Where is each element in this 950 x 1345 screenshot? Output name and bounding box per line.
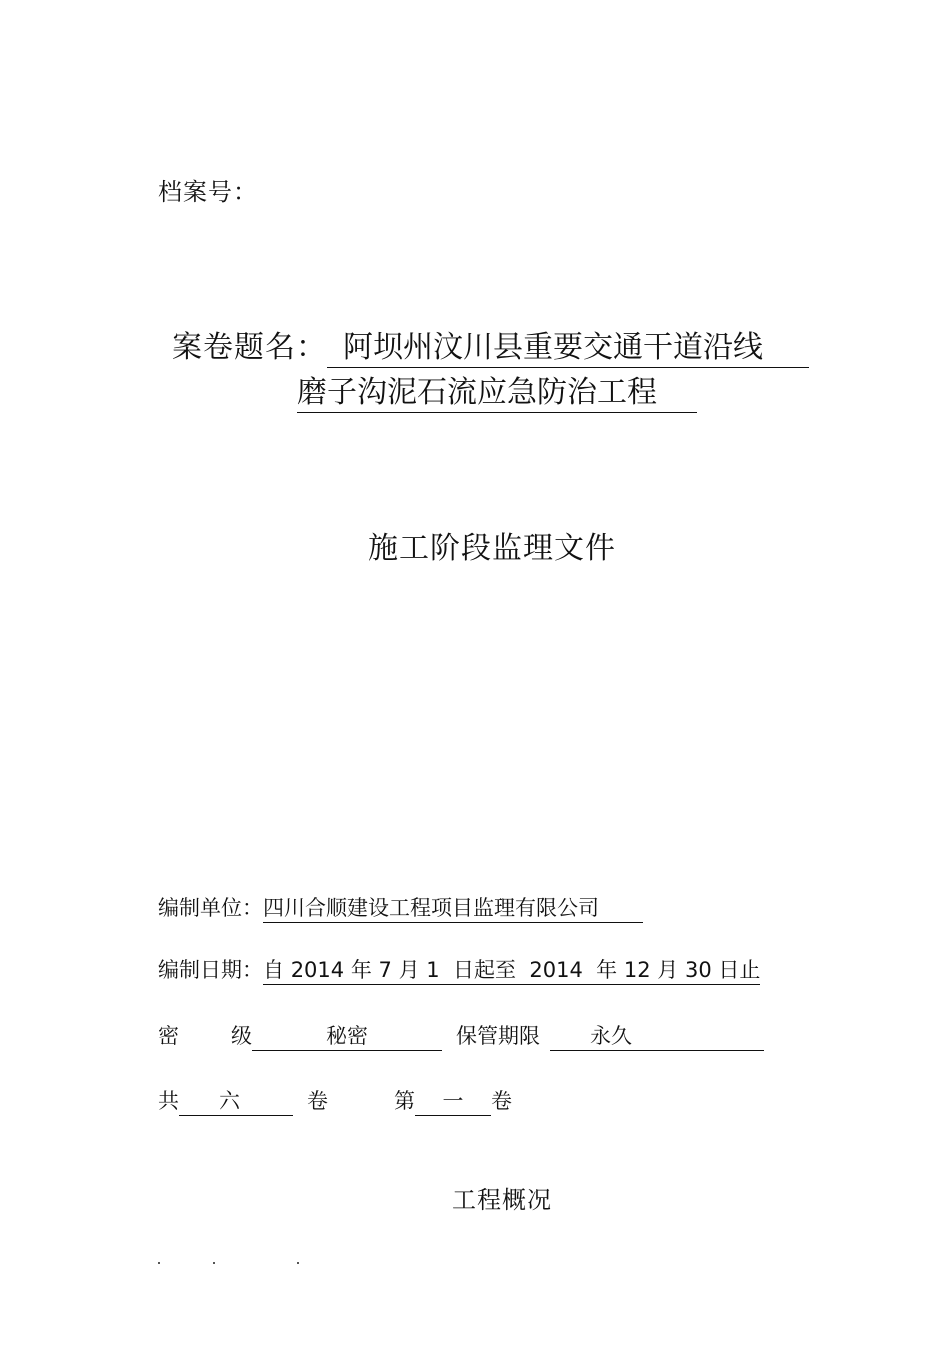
compiling-date-label: 编制日期： (158, 958, 263, 982)
date-to-month: 12 (623, 958, 651, 982)
date-to-year-char: 年 (596, 958, 618, 982)
volume-number-prefix: 第 (394, 1089, 415, 1113)
document-type-heading: 施工阶段监理文件 (368, 531, 616, 566)
footer-dot (297, 1262, 299, 1264)
date-from-suffix: 日起至 (453, 958, 516, 982)
case-title-label: 案卷题名： (172, 330, 327, 365)
secrecy-value: 秘密 (252, 1020, 442, 1051)
compiling-date-value (263, 954, 760, 985)
date-to-year: 2014 (529, 958, 583, 982)
case-title-value-2: 磨子沟泥石流应急防治工程 (297, 374, 697, 413)
secrecy-label-char-2: 级 (231, 1024, 252, 1048)
compiling-unit-row (158, 892, 643, 923)
secrecy-retention-row (158, 1020, 764, 1051)
total-volumes-value (179, 1085, 293, 1116)
case-title-value-1: 阿坝州汶川县重要交通干道沿线 (327, 329, 809, 368)
compiling-unit-value: 四川合顺建设工程项目监理有限公司 (263, 892, 643, 923)
date-from-year: 2014 (290, 958, 345, 982)
archive-number-label: 档案号： (158, 178, 258, 206)
total-volumes-text: 六 (219, 1089, 240, 1113)
date-from-day: 1 (426, 958, 440, 982)
date-from-month: 7 (378, 958, 392, 982)
date-from-month-char: 月 (398, 958, 420, 982)
total-volumes-prefix: 共 (158, 1089, 179, 1113)
retention-value-text: 永久 (590, 1024, 632, 1048)
retention-value (550, 1020, 764, 1051)
case-title-line-1 (172, 322, 809, 368)
date-from-year-char: 年 (350, 958, 372, 982)
secrecy-label-char-1: 密 (158, 1024, 179, 1048)
case-title-line-2 (297, 374, 697, 413)
date-to-day: 30 (684, 958, 712, 982)
date-to-month-char: 月 (657, 958, 679, 982)
date-from-prefix: 自 (263, 958, 284, 982)
volume-count-row (158, 1085, 512, 1116)
date-to-suffix: 日止 (718, 958, 761, 982)
volume-number-value: 一 (415, 1085, 491, 1116)
volume-number-suffix: 卷 (491, 1089, 512, 1113)
section-title: 工程概况 (452, 1186, 552, 1214)
retention-label: 保管期限 (456, 1024, 540, 1048)
total-volumes-suffix: 卷 (307, 1089, 328, 1113)
compiling-unit-label: 编制单位： (158, 896, 263, 920)
compiling-date-row (158, 954, 760, 985)
footer-dot (213, 1262, 215, 1264)
footer-dot (158, 1262, 160, 1264)
